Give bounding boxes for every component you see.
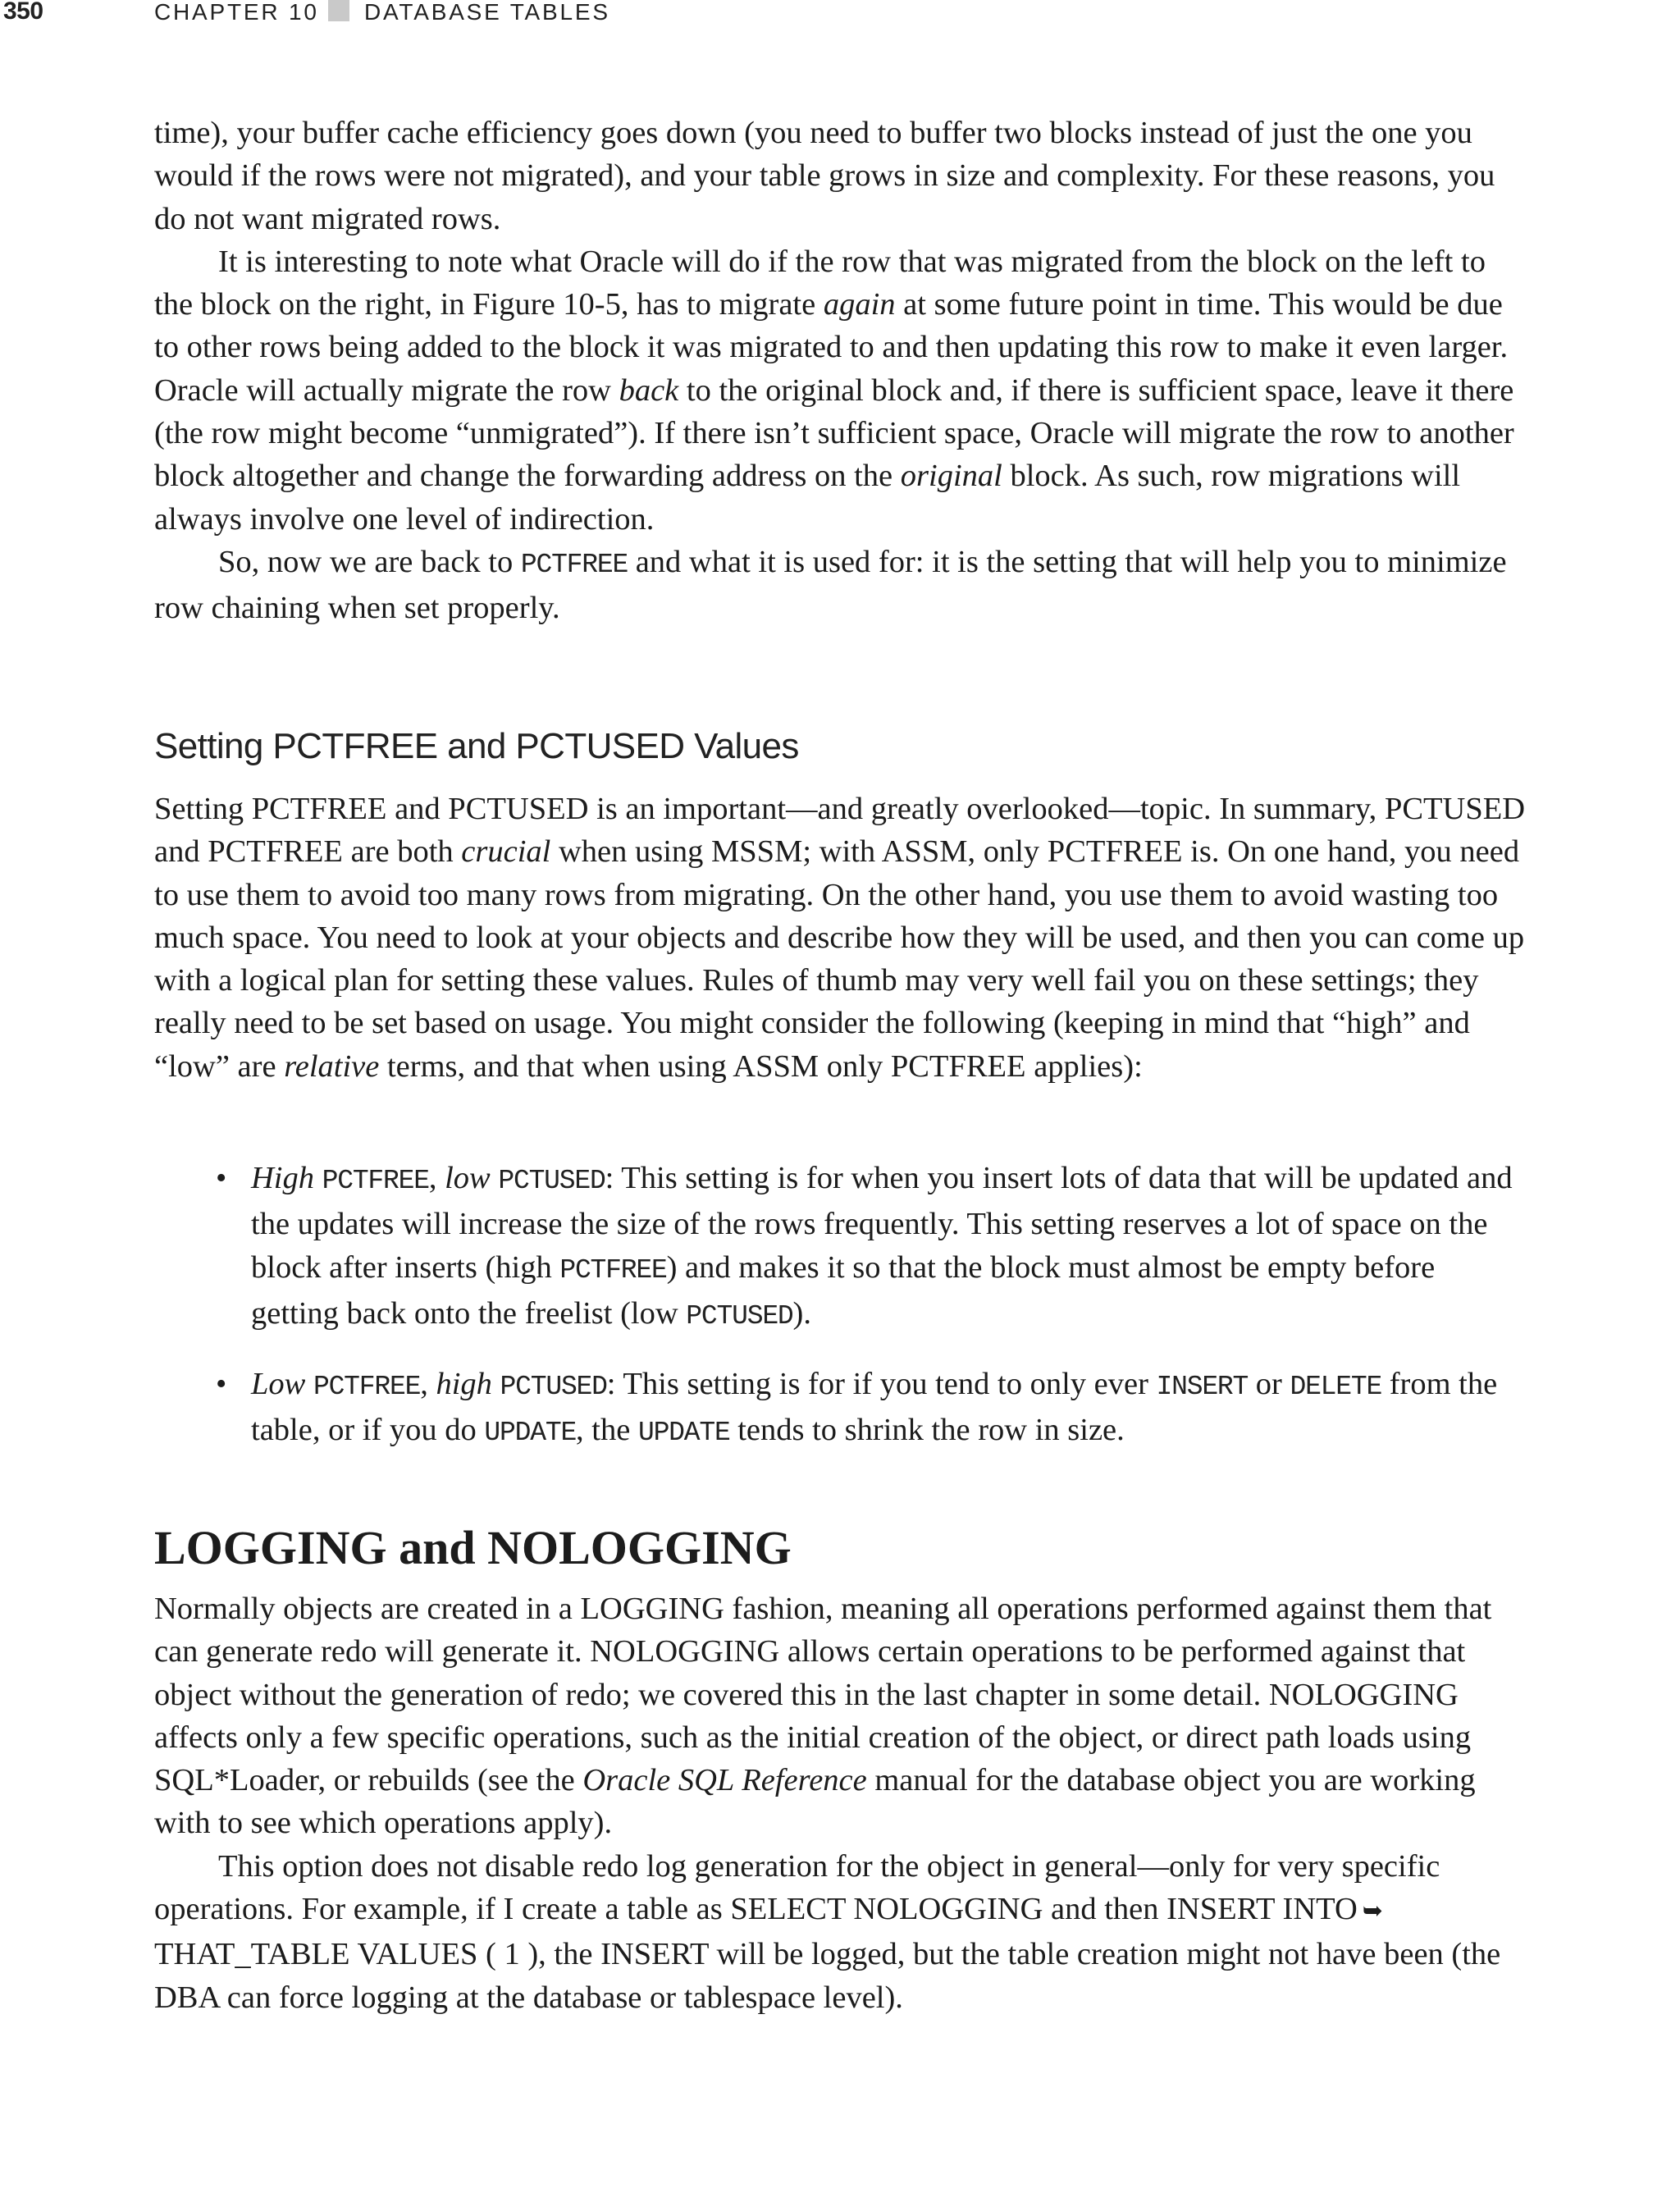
subsection-heading: Setting PCTFREE and PCTUSED Values bbox=[154, 726, 799, 766]
intro-text bbox=[154, 112, 1526, 630]
list-item: • High PCTFREE, low PCTUSED: This setting is for when you insert lots of data that will be updated and the updates will increase the size of the rows frequently. This setting reserves a lot of space on the block after inserts (high PCTFREE) and makes it so that the block must almost be empty before getting back onto the freelist (low PCTUSED). bbox=[154, 1157, 1526, 1338]
bullet-icon: • bbox=[216, 1367, 227, 1402]
logging-text bbox=[154, 1587, 1526, 2019]
line-continuation-icon: ➥ bbox=[1362, 1897, 1383, 1926]
chapter-title: DATABASE TABLES bbox=[364, 0, 610, 25]
bullet-icon: • bbox=[216, 1161, 227, 1195]
list-item: • Low PCTFREE, high PCTUSED: This setting is for if you tend to only ever INSERT or DELETE from the table, or if you do UPDATE, the UPDATE tends to shrink the row in size. bbox=[154, 1363, 1526, 1455]
paragraph: Normally objects are created in a LOGGING fashion, meaning all operations performed against them that can generate redo will generate it. NOLOGGING allows certain operations to be performed against that object without the generation of redo; we covered this in the last chapter in some detail. NOLOGGING affects only a few specific operations, such as the initial creation of the object, or direct path loads using SQL*Loader, or rebuilds (see the Oracle SQL Reference manual for the database object you are working with to see which operations apply). bbox=[154, 1592, 1492, 1841]
paragraph: It is interesting to note what Oracle will do if the row that was migrated from the block on the left to the block on the right, in Figure 10-5, has to migrate again at some future point in time. This would be due to other rows being added to the block it was migrated to and then updating this row to make it even larger. Oracle will actually migrate the row back to the original block and, if there is sufficient space, leave it there (the row might become “unmigrated”). If there isn’t sufficient space, Oracle will migrate the row to another block altogether and change the forwarding address on the original block. As such, row migrations will always involve one level of indirection. bbox=[154, 244, 1514, 537]
page-number: 350 bbox=[3, 0, 43, 25]
running-head bbox=[0, 0, 1680, 33]
section-heading: LOGGING and NOLOGGING bbox=[154, 1521, 792, 1574]
header-separator-square bbox=[328, 0, 349, 21]
pct-settings-text bbox=[154, 788, 1526, 1088]
bullet-list bbox=[154, 1157, 1526, 1455]
paragraph: This option does not disable redo log generation for the object in general—only for very specific operations. For example, if I create a table as SELECT NOLOGGING and then INSERT INTO ➥ THAT_TABLE VALUES ( 1 ), the INSERT will be logged, but the table creation might not have been (the DBA can force logging at the database or tablespace level). bbox=[154, 1848, 1501, 2015]
chapter-label: CHAPTER 10 bbox=[154, 0, 319, 25]
paragraph: So, now we are back to PCTFREE and what it is used for: it is the setting that will help you to minimize row chaining when set properly. bbox=[154, 544, 1507, 626]
paragraph: time), your buffer cache efficiency goes down (you need to buffer two blocks instead of just the one you would if the rows were not migrated), and your table grows in size and complexity. For these reasons, you do not want migrated rows. bbox=[154, 116, 1495, 236]
paragraph: Setting PCTFREE and PCTUSED is an important—and greatly overlooked—topic. In summary, PCTUSED and PCTFREE are both crucial when using MSSM; with ASSM, only PCTFREE is. On one hand, you need to use them to avoid too many rows from migrating. On the other hand, you use them to avoid wasting too much space. You need to look at your objects and describe how they will be used, and then you can come up with a logical plan for setting these values. Rules of thumb may very well fail you on these settings; they really need to be set based on usage. You might consider the following (keeping in mind that “high” and “low” are relative terms, and that when using ASSM only PCTFREE applies): bbox=[154, 792, 1526, 1084]
